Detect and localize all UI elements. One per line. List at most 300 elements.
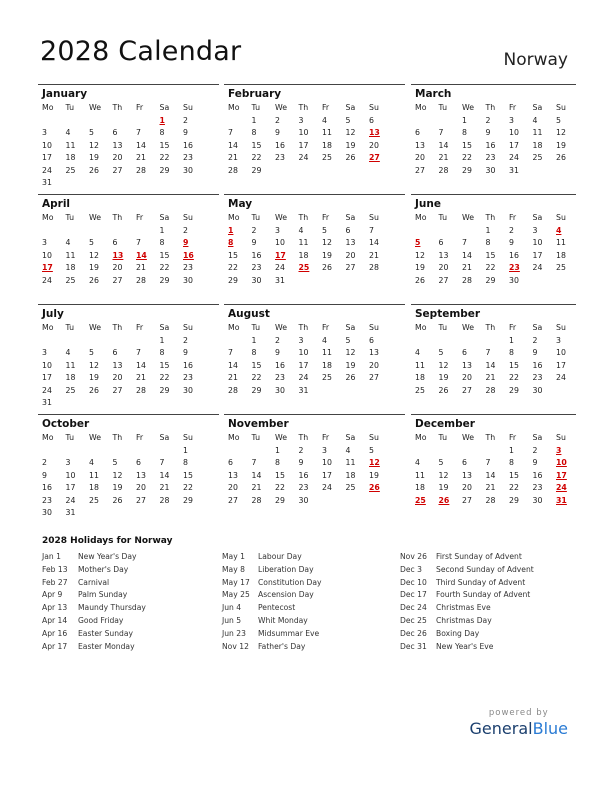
- empty-cell: [136, 445, 160, 458]
- empty-cell: [228, 445, 252, 458]
- day-cell: 7: [485, 348, 491, 357]
- month-name: January: [42, 88, 88, 100]
- day-cell: 22: [485, 263, 496, 272]
- day-cell: 11: [322, 348, 332, 357]
- day-cell: 21: [159, 483, 170, 492]
- weekday-header: We: [275, 213, 288, 222]
- day-cell: 6: [462, 458, 467, 467]
- day-cell: 9: [251, 238, 257, 247]
- brand-logo[interactable]: [470, 708, 568, 738]
- weekday-header: Fr: [322, 433, 330, 442]
- holiday-item: [222, 589, 322, 602]
- day-cell: 26: [345, 373, 356, 382]
- day-cell: 4: [415, 458, 420, 467]
- day-cell: 28: [159, 495, 170, 505]
- holiday-item: [222, 577, 322, 590]
- holiday-item: [222, 628, 322, 641]
- day-cell: 10: [532, 238, 543, 247]
- day-cell: 1: [183, 445, 188, 455]
- day-cell: 13: [112, 140, 123, 150]
- day-cell: 21: [228, 373, 238, 382]
- day-cell: 7: [251, 458, 257, 467]
- holiday-item: [400, 564, 534, 577]
- day-cell: 21: [462, 263, 472, 272]
- day-cell: 18: [415, 483, 425, 492]
- day-cell: 25: [65, 165, 76, 175]
- day-grid: [411, 212, 576, 287]
- month-grid: [38, 84, 576, 524]
- holiday-day: 26: [438, 495, 450, 505]
- day-cell: 25: [322, 373, 332, 382]
- holiday-item: [42, 641, 146, 654]
- weekday-header: We: [89, 213, 102, 222]
- day-cell: 3: [65, 458, 71, 467]
- day-cell: 2: [42, 458, 47, 467]
- holiday-item: [400, 641, 534, 654]
- month-august: [224, 304, 405, 414]
- weekday-header: Su: [183, 323, 193, 332]
- month-may: [224, 194, 405, 304]
- day-cell: 28: [136, 275, 146, 285]
- day-cell: 27: [462, 495, 472, 505]
- day-cell: 11: [65, 250, 76, 260]
- day-cell: 20: [369, 140, 379, 150]
- weekday-header: Sa: [159, 323, 170, 332]
- weekday-header: Su: [369, 213, 379, 222]
- day-cell: 21: [485, 483, 496, 492]
- day-cell: 9: [275, 348, 280, 357]
- day-cell: 13: [462, 470, 472, 480]
- day-grid: [224, 102, 405, 177]
- holiday-name: Pentecost: [258, 603, 296, 613]
- weekday-header: We: [275, 103, 288, 112]
- empty-cell: [462, 335, 486, 348]
- day-cell: 8: [159, 348, 165, 357]
- weekday-header: Th: [112, 213, 123, 222]
- day-cell: 28: [369, 263, 379, 272]
- weekday-header: Tu: [65, 433, 75, 442]
- day-cell: 13: [369, 348, 379, 357]
- day-cell: 16: [485, 140, 496, 150]
- day-cell: 25: [322, 153, 332, 162]
- holiday-column-3: [400, 551, 534, 653]
- day-cell: 26: [556, 153, 566, 162]
- day-cell: 21: [369, 250, 379, 260]
- day-cell: 24: [298, 153, 309, 162]
- day-cell: 8: [159, 128, 165, 137]
- day-cell: 12: [89, 360, 99, 370]
- day-grid: [411, 102, 576, 177]
- month-name: September: [415, 308, 481, 320]
- day-cell: 27: [112, 385, 123, 395]
- day-cell: 9: [509, 238, 514, 247]
- day-cell: 5: [89, 128, 94, 137]
- weekday-header: Th: [112, 323, 123, 332]
- powered-by-text: powered by: [488, 708, 549, 718]
- holiday-name: Carnival: [78, 577, 110, 587]
- holiday-name: Christmas Eve: [436, 603, 491, 613]
- month-row: [38, 84, 576, 194]
- brand-name: [470, 719, 568, 738]
- day-cell: 6: [345, 225, 351, 235]
- day-cell: 22: [159, 373, 170, 382]
- holiday-item: [400, 615, 534, 628]
- day-cell: 12: [556, 128, 566, 137]
- empty-cell: [89, 445, 113, 458]
- day-cell: 1: [251, 335, 257, 345]
- holiday-day: 17: [556, 470, 567, 480]
- weekday-header: Mo: [42, 103, 54, 112]
- day-cell: 17: [322, 470, 332, 480]
- day-cell: 11: [89, 470, 99, 480]
- day-cell: 18: [415, 373, 425, 382]
- day-cell: 12: [415, 250, 425, 260]
- day-cell: 23: [183, 263, 193, 272]
- day-cell: 5: [369, 445, 374, 455]
- day-cell: 4: [345, 445, 351, 455]
- day-cell: 5: [89, 348, 94, 357]
- day-cell: 7: [136, 238, 141, 247]
- weekday-header: Fr: [322, 103, 330, 112]
- holiday-date: Nov 26: [400, 552, 427, 561]
- empty-cell: [486, 335, 510, 348]
- weekday-header: Tu: [438, 103, 448, 112]
- weekday-header: Su: [183, 433, 193, 442]
- weekday-header: Sa: [345, 213, 356, 222]
- holiday-item: [400, 628, 534, 641]
- day-cell: 9: [532, 348, 538, 357]
- day-cell: 11: [298, 238, 309, 247]
- day-cell: 4: [89, 458, 94, 467]
- day-cell: 29: [228, 275, 238, 285]
- holiday-name: Palm Sunday: [78, 590, 128, 600]
- holiday-date: Dec 31: [400, 641, 427, 651]
- empty-cell: [66, 225, 90, 238]
- holiday-date: Apr 9: [42, 590, 63, 600]
- day-cell: 15: [159, 250, 170, 260]
- day-cell: 7: [485, 458, 491, 467]
- holiday-date: Dec 10: [400, 577, 427, 587]
- day-cell: 14: [159, 470, 170, 480]
- day-cell: 21: [136, 373, 146, 382]
- weekday-header: We: [275, 433, 288, 442]
- weekday-header: Su: [369, 433, 379, 442]
- empty-cell: [415, 115, 439, 128]
- day-cell: 28: [251, 495, 262, 505]
- day-cell: 29: [159, 165, 170, 175]
- day-cell: 30: [251, 275, 262, 285]
- day-cell: 27: [415, 165, 425, 175]
- empty-cell: [462, 445, 486, 458]
- day-cell: 27: [345, 263, 356, 272]
- day-cell: 19: [438, 483, 449, 492]
- weekday-header: Fr: [509, 103, 517, 112]
- empty-cell: [228, 335, 252, 348]
- day-cell: 27: [112, 165, 123, 175]
- day-cell: 19: [89, 263, 99, 272]
- day-cell: 22: [462, 153, 472, 162]
- day-cell: 12: [345, 348, 356, 357]
- day-cell: 3: [42, 128, 47, 137]
- day-cell: 5: [345, 335, 351, 345]
- day-cell: 23: [485, 153, 496, 162]
- empty-cell: [66, 445, 90, 458]
- day-grid: [38, 212, 219, 287]
- month-name: April: [42, 198, 71, 210]
- day-cell: 30: [42, 508, 52, 517]
- holiday-item: [42, 589, 146, 602]
- holidays-title: 2028 Holidays for Norway: [42, 536, 173, 546]
- weekday-header: Sa: [345, 103, 356, 112]
- day-cell: 18: [65, 153, 76, 162]
- weekday-header: Tu: [65, 103, 75, 112]
- holiday-name: Third Sunday of Advent: [436, 577, 526, 587]
- day-cell: 23: [532, 373, 543, 382]
- day-cell: 22: [251, 373, 262, 382]
- day-cell: 28: [136, 165, 146, 175]
- day-cell: 31: [275, 275, 285, 285]
- day-cell: 28: [228, 165, 238, 175]
- day-cell: 11: [532, 128, 543, 137]
- day-cell: 3: [298, 115, 304, 125]
- brand-name-part-1: General: [469, 719, 533, 738]
- day-cell: 22: [159, 263, 170, 272]
- day-cell: 8: [509, 458, 514, 467]
- day-cell: 15: [251, 140, 262, 150]
- holiday-day: 5: [415, 238, 421, 247]
- weekday-header: Tu: [65, 323, 75, 332]
- month-name: December: [415, 418, 475, 430]
- month-name: March: [415, 88, 452, 100]
- holiday-name: Second Sunday of Advent: [436, 564, 534, 574]
- day-cell: 1: [462, 115, 467, 125]
- month-july: [38, 304, 219, 414]
- holiday-item: [222, 564, 322, 577]
- day-cell: 3: [42, 238, 47, 247]
- day-cell: 6: [112, 348, 118, 357]
- day-cell: 8: [183, 458, 188, 467]
- holiday-item: [42, 577, 146, 590]
- empty-cell: [439, 225, 463, 238]
- empty-cell: [42, 225, 66, 238]
- day-cell: 26: [322, 263, 332, 272]
- empty-cell: [439, 335, 463, 348]
- day-cell: 22: [251, 153, 262, 162]
- weekday-header: Fr: [322, 213, 330, 222]
- empty-cell: [42, 335, 66, 348]
- empty-cell: [415, 445, 439, 458]
- empty-cell: [462, 225, 486, 238]
- day-cell: 30: [275, 385, 285, 395]
- holiday-date: Dec 24: [400, 603, 427, 613]
- day-cell: 6: [136, 458, 141, 467]
- holiday-item: [42, 564, 146, 577]
- day-cell: 27: [228, 495, 238, 505]
- weekday-header: Mo: [228, 213, 240, 222]
- day-cell: 2: [298, 445, 304, 455]
- day-cell: 11: [65, 360, 76, 370]
- day-cell: 27: [136, 495, 146, 505]
- day-cell: 13: [345, 238, 356, 247]
- holiday-day: 27: [369, 153, 380, 162]
- day-cell: 12: [89, 140, 99, 150]
- weekday-header: Fr: [509, 323, 517, 332]
- country-name: Norway: [503, 50, 568, 70]
- empty-cell: [160, 445, 184, 458]
- holiday-item: [222, 615, 322, 628]
- day-cell: 28: [485, 495, 496, 505]
- day-cell: 17: [42, 153, 52, 162]
- day-cell: 11: [415, 360, 425, 370]
- day-cell: 26: [438, 385, 449, 395]
- empty-cell: [439, 115, 463, 128]
- empty-cell: [136, 115, 160, 128]
- day-cell: 4: [532, 115, 538, 125]
- holiday-day: 31: [556, 495, 567, 505]
- month-row: [38, 194, 576, 304]
- weekday-header: Th: [112, 433, 123, 442]
- day-cell: 20: [112, 153, 123, 162]
- day-grid: [411, 322, 576, 397]
- day-grid: [224, 212, 405, 287]
- month-september: [411, 304, 576, 414]
- day-cell: 2: [183, 225, 188, 235]
- holiday-name: Good Friday: [78, 615, 124, 625]
- day-cell: 9: [183, 128, 188, 137]
- day-cell: 22: [509, 373, 519, 382]
- weekday-header: Mo: [42, 323, 54, 332]
- day-cell: 31: [298, 385, 309, 395]
- empty-cell: [113, 115, 137, 128]
- day-cell: 21: [228, 153, 238, 162]
- day-cell: 3: [322, 445, 327, 455]
- day-cell: 15: [275, 470, 285, 480]
- day-cell: 29: [159, 385, 170, 395]
- holiday-name: Whit Monday: [258, 615, 308, 625]
- weekday-header: We: [462, 323, 475, 332]
- empty-cell: [228, 115, 252, 128]
- day-cell: 15: [509, 470, 519, 480]
- day-cell: 19: [556, 140, 566, 150]
- day-cell: 16: [183, 140, 193, 150]
- day-grid: [411, 432, 576, 507]
- day-cell: 12: [112, 470, 123, 480]
- day-cell: 15: [251, 360, 262, 370]
- holiday-day: 23: [509, 263, 520, 272]
- day-cell: 26: [89, 275, 99, 285]
- day-cell: 7: [136, 128, 141, 137]
- day-cell: 25: [532, 153, 543, 162]
- holiday-item: [42, 551, 146, 564]
- weekday-header: Sa: [345, 323, 356, 332]
- month-name: October: [42, 418, 90, 430]
- weekday-header: Th: [485, 103, 496, 112]
- holiday-date: Feb 13: [42, 564, 68, 574]
- day-cell: 16: [532, 470, 543, 480]
- day-cell: 14: [136, 140, 146, 150]
- weekday-header: Mo: [415, 103, 427, 112]
- day-cell: 13: [415, 140, 425, 150]
- day-cell: 3: [298, 335, 304, 345]
- weekday-header: Su: [369, 323, 379, 332]
- holiday-day: 17: [275, 250, 286, 260]
- day-cell: 18: [89, 483, 99, 492]
- day-cell: 15: [462, 140, 472, 150]
- day-cell: 25: [65, 275, 76, 285]
- month-name: August: [228, 308, 270, 320]
- day-cell: 16: [42, 483, 52, 492]
- day-cell: 13: [438, 250, 449, 260]
- day-cell: 16: [251, 250, 262, 260]
- holiday-item: [42, 602, 146, 615]
- empty-cell: [89, 225, 113, 238]
- holiday-day: 1: [228, 225, 234, 235]
- holiday-name: Midsummar Eve: [258, 628, 320, 638]
- day-cell: 6: [369, 115, 374, 125]
- holiday-date: May 17: [222, 577, 250, 587]
- day-cell: 7: [228, 348, 233, 357]
- day-cell: 31: [42, 178, 52, 187]
- day-cell: 2: [183, 335, 188, 345]
- holiday-column-1: [42, 551, 146, 653]
- weekday-header: Th: [298, 433, 309, 442]
- month-row: [38, 414, 576, 524]
- holiday-date: Apr 14: [42, 615, 68, 625]
- day-cell: 16: [183, 360, 193, 370]
- weekday-header: Fr: [509, 433, 517, 442]
- day-cell: 30: [298, 495, 309, 505]
- weekday-header: Fr: [136, 433, 144, 442]
- day-cell: 29: [509, 495, 519, 505]
- day-cell: 28: [485, 385, 496, 395]
- holiday-name: Easter Sunday: [78, 628, 134, 638]
- day-cell: 4: [415, 348, 420, 357]
- day-cell: 16: [509, 250, 519, 260]
- holiday-day: 4: [556, 225, 562, 235]
- day-cell: 6: [112, 238, 118, 247]
- day-cell: 12: [345, 128, 356, 137]
- holiday-day: 1: [159, 115, 165, 125]
- month-december: [411, 414, 576, 524]
- empty-cell: [42, 445, 66, 458]
- month-october: [38, 414, 219, 524]
- empty-cell: [113, 445, 137, 458]
- day-cell: 17: [509, 140, 519, 150]
- day-cell: 10: [275, 238, 285, 247]
- day-cell: 6: [369, 335, 374, 345]
- day-cell: 26: [89, 165, 99, 175]
- day-cell: 19: [89, 153, 99, 162]
- holiday-day: 25: [298, 263, 310, 272]
- day-cell: 18: [532, 140, 543, 150]
- day-cell: 27: [462, 385, 472, 395]
- weekday-header: Tu: [438, 213, 448, 222]
- day-cell: 24: [509, 153, 519, 162]
- weekday-header: Fr: [136, 213, 144, 222]
- day-cell: 8: [275, 458, 280, 467]
- day-cell: 13: [112, 360, 123, 370]
- day-cell: 20: [345, 250, 356, 260]
- holiday-name: Labour Day: [258, 552, 302, 561]
- day-cell: 15: [485, 250, 496, 260]
- weekday-header: Su: [556, 213, 566, 222]
- holiday-name: First Sunday of Advent: [436, 552, 522, 561]
- day-cell: 29: [251, 385, 262, 395]
- day-cell: 28: [228, 385, 238, 395]
- weekday-header: We: [89, 103, 102, 112]
- holiday-day: 25: [415, 495, 426, 505]
- holiday-date: Apr 16: [42, 628, 68, 638]
